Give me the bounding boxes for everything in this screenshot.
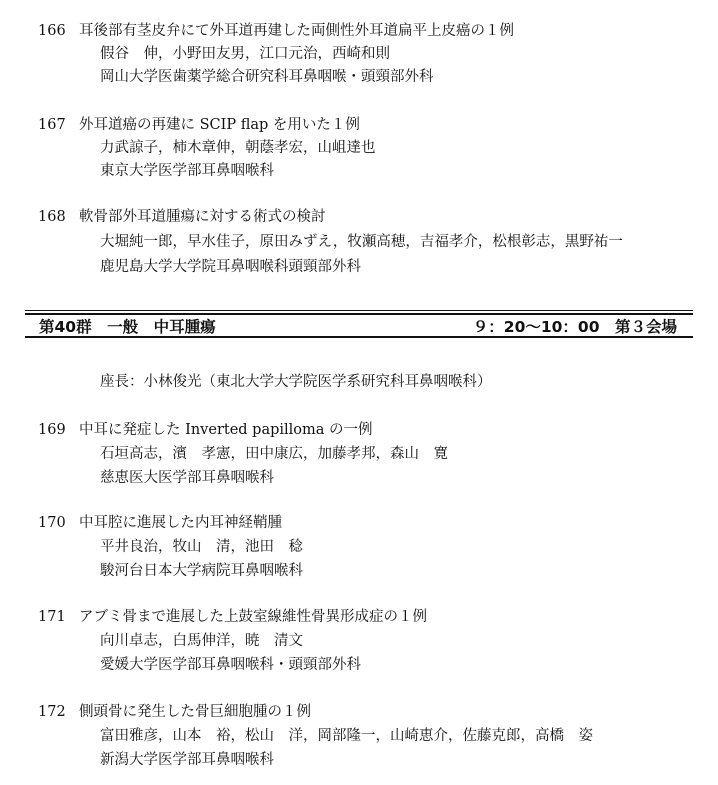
entry-title: 側頭骨に発生した骨巨細胞腫の１例 <box>79 704 311 720</box>
entry-authors: 富田雅彦，山本 裕，松山 洋，岡部隆一，山崎恵介，佐藤克郎，高橋 姿 <box>100 728 593 744</box>
session-header <box>25 306 693 342</box>
entry-authors: 平井良治，牧山 清，池田 稔 <box>100 539 303 555</box>
session-title: 第40群 一般 中耳腫瘍 <box>39 318 216 336</box>
entry-number: 166 <box>38 23 66 39</box>
entry-number: 171 <box>38 609 66 625</box>
entry-title: 中耳に発症した Inverted papilloma の一例 <box>79 422 373 438</box>
divider <box>25 336 693 338</box>
entry-authors: 力武諒子，柿木章伸，朝蔭孝宏，山岨達也 <box>100 140 376 156</box>
entry-affiliation: 東京大学医学部耳鼻咽喉科 <box>100 163 274 179</box>
entry-affiliation: 鹿児島大学大学院耳鼻咽喉科頭頸部外科 <box>100 259 361 275</box>
divider <box>25 310 693 311</box>
session-time: ９：20〜10：00 第３会場 <box>472 318 677 336</box>
entry-affiliation: 慈恵医大医学部耳鼻咽喉科 <box>100 470 274 486</box>
entry-number: 168 <box>38 209 66 225</box>
entry-authors: 石垣高志，濱 孝憲，田中康広，加藤孝邦，森山 寛 <box>100 446 448 462</box>
entry-title: 外耳道癌の再建に SCIP flap を用いた１例 <box>79 117 360 133</box>
entry-affiliation: 駿河台日本大学病院耳鼻咽喉科 <box>100 563 303 579</box>
entry-title: 耳後部有茎皮弁にて外耳道再建した両側性外耳道扁平上皮癌の１例 <box>79 23 514 39</box>
entry-number: 172 <box>38 704 66 720</box>
entry-title: 軟骨部外耳道腫瘍に対する術式の検討 <box>79 209 326 225</box>
entry-affiliation: 愛媛大学医学部耳鼻咽喉科・頭頸部外科 <box>100 657 361 673</box>
entry-affiliation: 岡山大学医歯薬学総合研究科耳鼻咽喉・頭頸部外科 <box>100 69 434 85</box>
entry-number: 167 <box>38 117 66 133</box>
entry-authors: 大堀純一郎，早水佳子，原田みずえ，牧瀬高穂，吉福孝介，松根彰志，黒野祐一 <box>100 234 623 250</box>
entry-authors: 向川卓志，白馬伸洋，暁 清文 <box>100 633 303 649</box>
entry-affiliation: 新潟大学医学部耳鼻咽喉科 <box>100 752 274 768</box>
entry-authors: 假谷 伸，小野田友男，江口元治，西崎和則 <box>100 46 390 62</box>
entry-title: アブミ骨まで進展した上鼓室線維性骨異形成症の１例 <box>79 609 427 625</box>
entry-title: 中耳腔に進展した内耳神経鞘腫 <box>79 515 282 531</box>
session-chair: 座長：小林俊光（東北大学大学院医学系研究科耳鼻咽喉科） <box>100 374 492 390</box>
entry-number: 169 <box>38 422 66 438</box>
entry-number: 170 <box>38 515 66 531</box>
